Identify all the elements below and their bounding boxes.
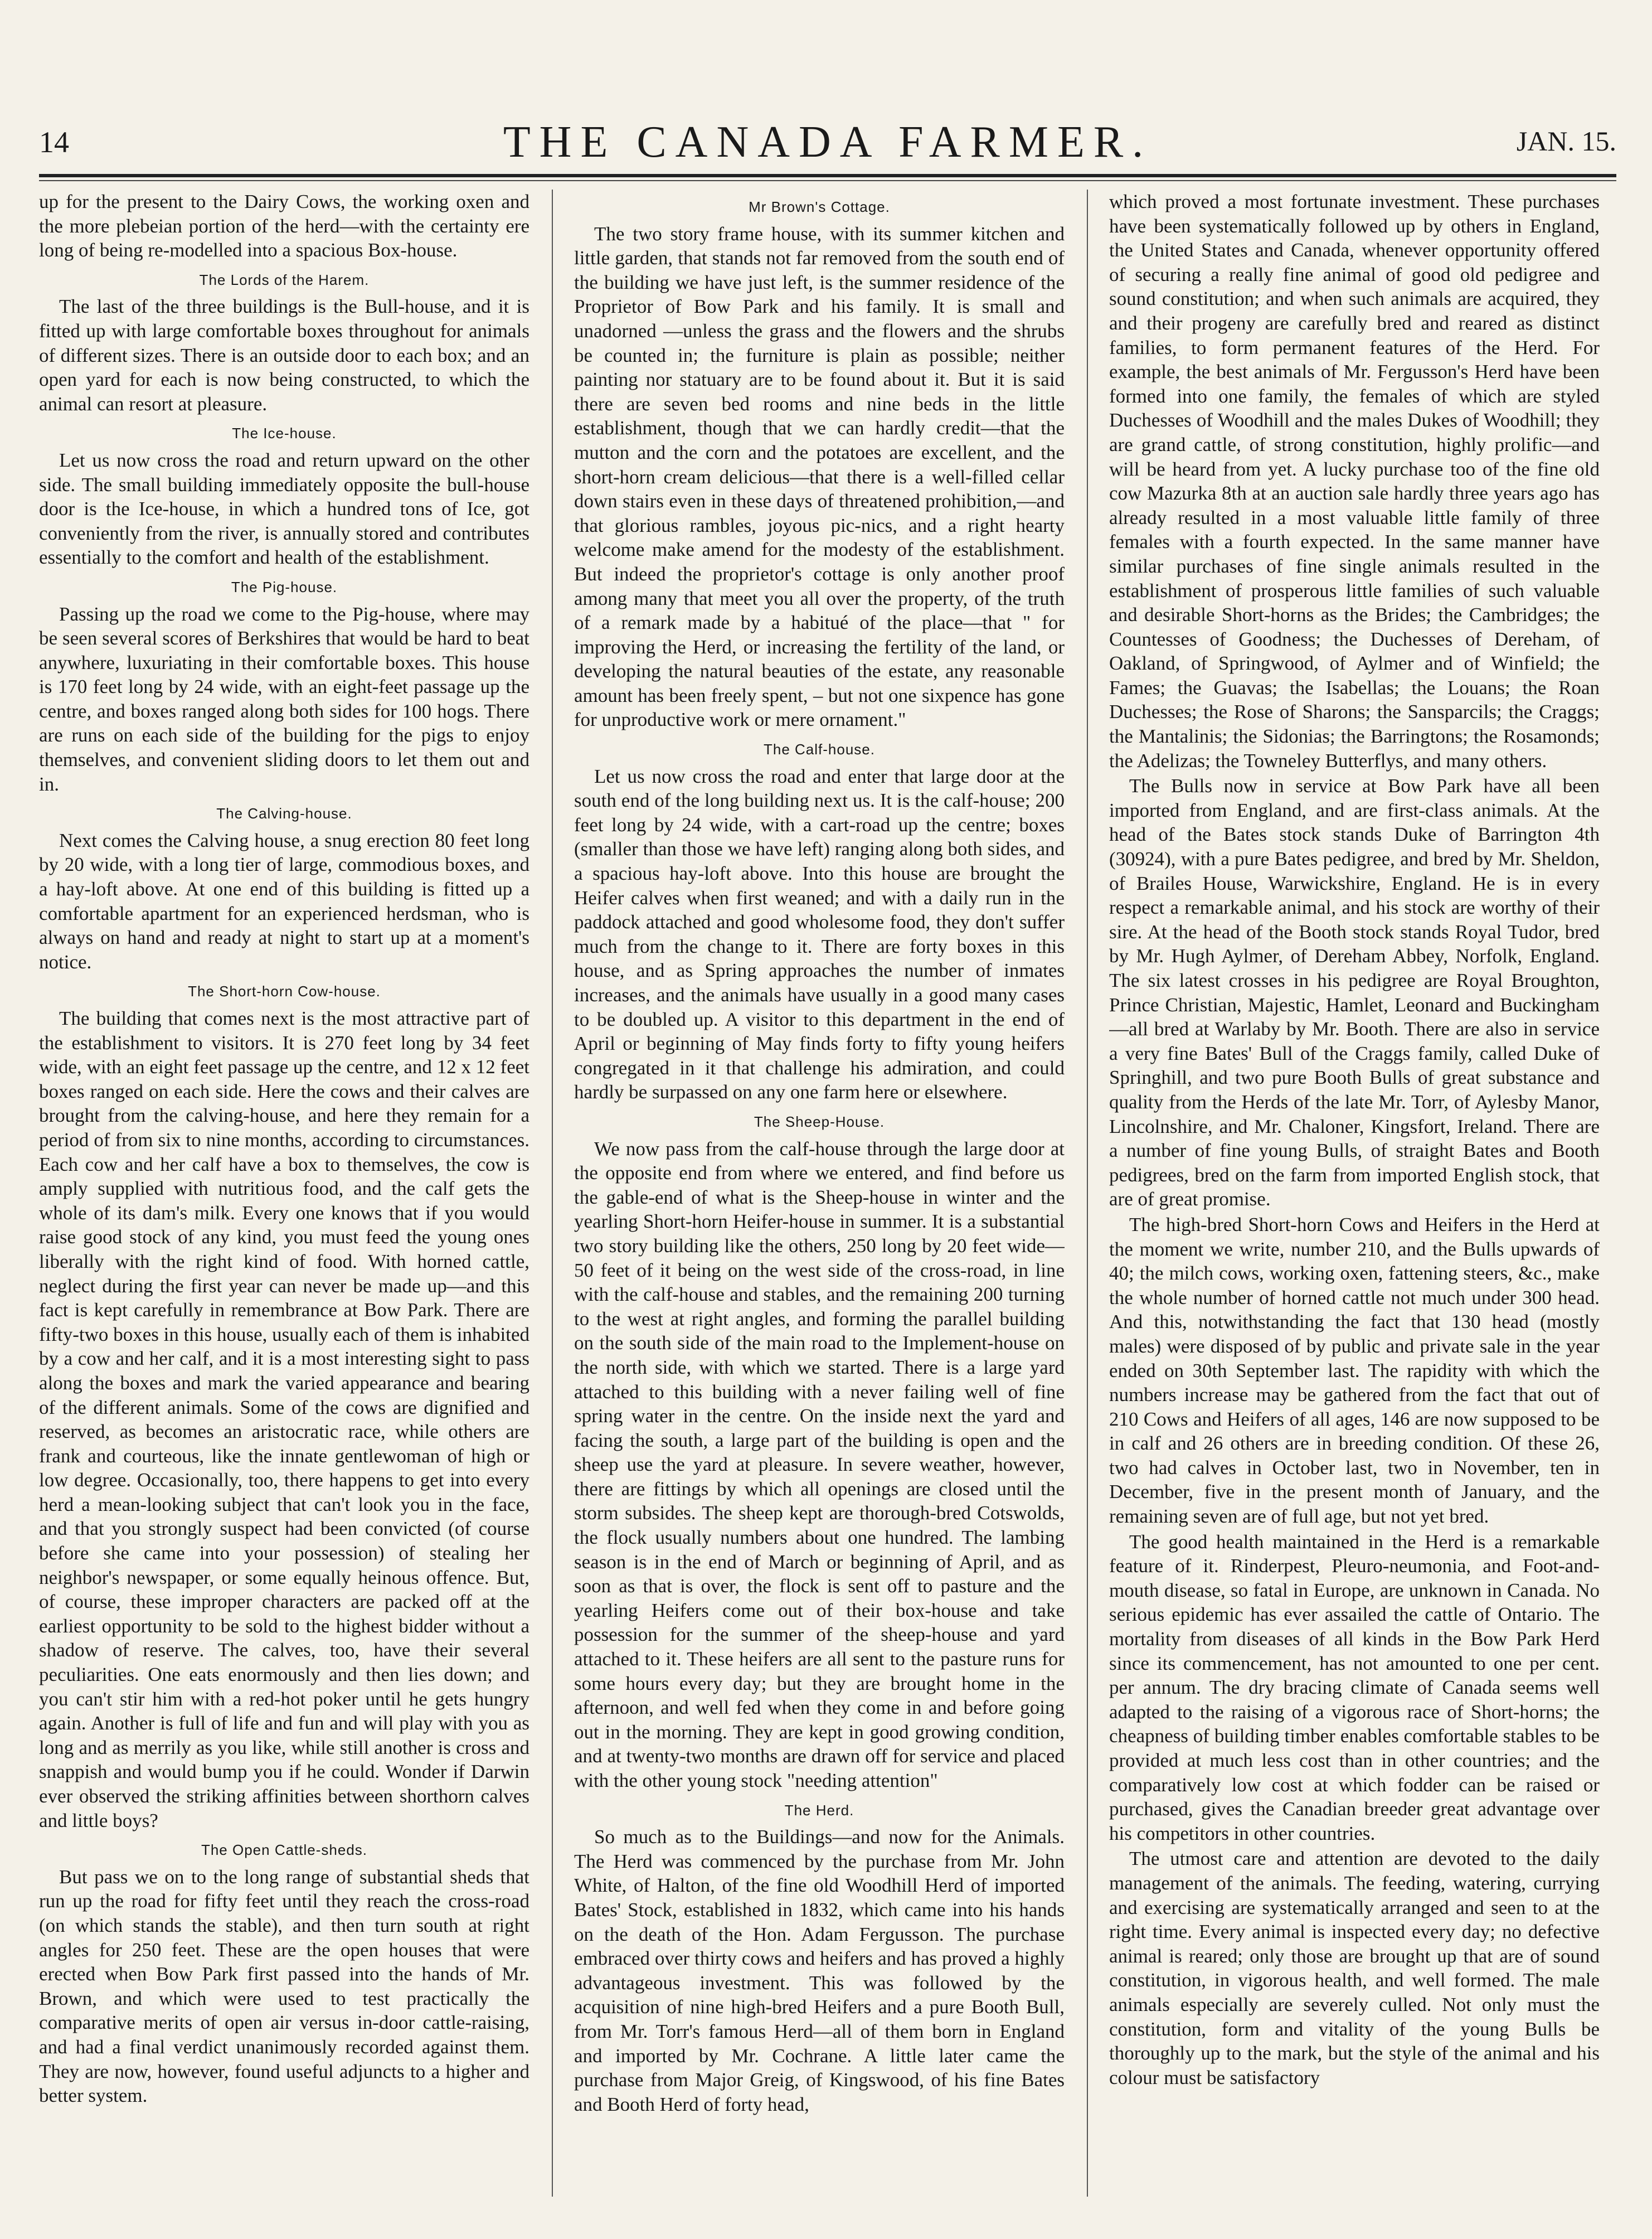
article-paragraph: The utmost care and attention are devoted to the daily management of the animals. The feeding, watering, currying and exercising are systematically arranged and seen to at the right time. Every animal is inspected every day; no defective animal is reared; only those are brought up that are of sound constitution, in vigorous health, and well formed. The male animals especially are severely culled. Not only must the constitution, form and vitality of the young Bulls be thoroughly up to the mark, but the style of the animal and his colour must be satisfactory [1109,1848,1600,2088]
section-heading: The Herd. [784,1801,854,1819]
article-paragraph: The Bulls now in service at Bow Park have all been imported from England, and are first-class animals. At the head of the Bates stock stands Duke of Barrington 4th (30924), with a pure Bates pedigree, and bred by Mr. Sheldon, of Brailes House, Warwickshire, England. He is in every respect a remarkable animal, and his stock are worthy of their sire. At the head of the Booth stock stands Royal Tudor, bred by Mr. Hugh Aylmer, of Dereham Abbey, Norfolk, England. The six latest crosses in his pedigree are Royal Broughton, Prince Christian, Majestic, Hamlet, Leonard and Buckingham—all bred at Warlaby by Mr. Booth. There are also in service a very fine Bates' Bull of the Craggs family, called Duke of Springhill, and two pure Booth Bulls of great substance and quality from the Herds of the late Mr. Torr, of Aylesby Manor, Lincolnshire, and Mr. Chaloner, Kingsfort, Ireland. There are a number of fine young Bulls, of straight Bates and Booth pedigrees, bred on the farm from imported English stock, that are of great promise. [1109,775,1600,1210]
section-heading: The Ice-house. [232,425,337,442]
article-paragraph: We now pass from the calf-house through the large door at the opposite end from where we entered, and find before us the gable-end of what is the Sheep-house in winter and the yearling Short-horn Heifer-house in summer. It is a substantial two story building like the others, 250 long by 20 feet wide—50 feet of it being on the west side of the cross-road, in line with the calf-house and stables, and the remaining 200 turning to the west at right angles, and forming the parallel building on the south side of the main road to the Implement-house on the north side, with which we started. There is a large yard attached to this building with a never failing well of fine spring water in the centre. On the inside next the yard and facing the south, a large part of the building is open and the sheep use the yard at pleasure. In severe weather, however, there are fittings by which all openings are closed until the storm subsides. The sheep kept are thorough-bred Cotswolds, the flock usually numbers about one hundred. The lambing season is in the end of March or beginning of April, and as soon as that is over, the flock is sent off to pasture and the yearling Heifers come out of their box-house and take possession for the summer of the sheep-house and yard attached to it. These heifers are all sent to the pasture runs for some hours every day; but they are brought home in the afternoon, and well fed when they come in and before going out in the morning. They are kept in good growing condition, and at twenty-two months are drawn off for service and placed with the other young stock "needing attention" [574,1137,1065,1791]
section-heading: The Lords of the Harem. [199,271,370,288]
section-heading: The Calf-house. [764,741,875,758]
column-3 [1109,190,1600,2219]
column-1 [39,190,529,2219]
article-paragraph: The last of the three buildings is the Bull-house, and it is fitted up with large comfortable boxes throughout for animals of different sizes. There is an outside door to each box; and an open yard for each is now being constructed, to which the animal can resort at pleasure. [39,295,529,415]
article-paragraph: Let us now cross the road and return upward on the other side. The small building immediately opposite the bull-house door is the Ice-house, in which a hundred tons of Ice, got conveniently from the river, is annually stored and contributes essentially to the comfort and health of the establishment. [39,449,529,569]
article-paragraph: Let us now cross the road and enter that large door at the south end of the long building next us. It is the calf-house; 200 feet long by 24 wide, with a cart-road up the centre; boxes (smaller than those we have left) ranging along both sides, and a spacious hay-loft above. Into this house are brought the Heifer calves when first weaned; and with a daily run in the paddock attached and good wholesome food, they don't suffer much from the change to it. There are forty boxes in this house, and as Spring approaches the number of inmates increases, and the animals have usually in a good many cases to be doubled up. A visitor to this department in the end of April or beginning of May finds forty to fifty young heifers congregated in it that challenge his admiration, and could hardly be surpassed on any one farm here or elsewhere. [574,765,1065,1103]
article-paragraph: But pass we on to the long range of substantial sheds that run up the road for fifty feet until they reach the cross-road (on which stands the stable), and then turn south at right angles for 250 feet. These are the open houses that were erected when Bow Park first passed into the hands of Mr. Brown, and which were used to test practically the comparative merits of open air versus in-door cattle-raising, and had a final verdict unanimously recorded against them. They are now, however, found useful adjuncts to a higher and better system. [39,1865,529,2107]
article-paragraph: So much as to the Buildings—and now for the Animals. The Herd was commenced by the purchase from Mr. John White, of Halton, of the fine old Woodhill Herd of imported Bates' Stock, established in 1832, which came into his hands on the death of the Hon. Adam Fergusson. The purchase embraced over thirty cows and heifers and has proved a highly advantageous investment. This was followed by the acquisition of nine high-bred Heifers and a pure Booth Bull, from Mr. Torr's famous Herd—all of them born in England and imported by Mr. Cochrane. A little later came the purchase from Major Greig, of Kingswood, of his fine Bates and Booth Herd of forty head, [574,1826,1065,2115]
section-heading: The Calving-house. [216,805,352,822]
section-heading: The Open Cattle-sheds. [201,1841,368,1859]
newspaper-title: THE CANADA FARMER. [503,118,1153,167]
article-paragraph: Next comes the Calving house, a snug erection 80 feet long by 20 wide, with a long tier of large, commodious boxes, and a hay-loft above. At one end of this building is fitted up a comfortable apartment for an experienced herdsman, who is always on hand and ready at night to start up at a moment's notice. [39,829,529,973]
header-rule-thin [39,180,1616,181]
column-2 [574,190,1065,2219]
issue-date: JAN. 15. [1516,125,1616,157]
article-paragraph: The two story frame house, with its summer kitchen and little garden, that stands not far removed from the south end of the building we have just left, is the summer residence of the Proprietor of Bow Park and his family. It is small and unadorned —unless the grass and the flowers and the shrubs be counted in; the furniture is plain as possible; neither painting nor statuary are to be found about it. But it is said there are seven bed rooms and nine beds in the little establishment, though that we can hardly credit—that the mutton and the corn and the potatoes are excellent, and the short-horn cream delicious—that there is a well-filled cellar down stairs even in these days of threatened prohibition,—and that glorious rambles, joyous pic-nics, and a right hearty welcome make amend for the modesty of the establishment. But indeed the proprietor's cottage is only another proof among many that meet you all over the property, of the truth of a remark made by a habitué of the place—that " for improving the Herd, or increasing the fertility of the land, or developing the natural beauties of the estate, any reasonable amount has been freely spent, – but not one sixpence has gone for unproductive work or mere ornament." [574,222,1065,731]
article-paragraph: Passing up the road we come to the Pig-house, where may be seen several scores of Berkshires that would be hard to beat anywhere, luxuriating in their comfortable boxes. This house is 170 feet long by 24 wide, with an eight-feet passage up the centre, and boxes ranged along both sides for 100 hogs. There are runs on each side of the building for the pigs to enjoy themselves, and convenient sliding doors to let them out and in. [39,603,529,795]
section-heading: Mr Brown's Cottage. [749,198,890,215]
article-paragraph: up for the present to the Dairy Cows, the working oxen and the more plebeian portion of the herd—with the certainty ere long of being re-modelled into a spacious Box-house. [39,191,529,261]
article-paragraph: The high-bred Short-horn Cows and Heifers in the Herd at the moment we write, number 210, and the Bulls upwards of 40; the milch cows, working oxen, fattening steers, &c., make the whole number of horned cattle not much under 300 head. And this, notwithstanding the fact that 130 head (mostly males) were disposed of by public and private sale in the year ended on 30th September last. The rapidity with which the numbers increase may be gathered from the fact that out of 210 Cows and Heifers of all ages, 146 are now supposed to be in calf and 26 others are in breeding condition. Of these 26, two had calves in October last, two in November, ten in December, five in the present month of January, and the remaining seven are of full age, but not yet bred. [1109,1213,1600,1528]
section-heading: The Pig-house. [231,578,338,595]
article-paragraph: which proved a most fortunate investment. These purchases have been systematically followed up by others in England, the United States and Canada, whenever opportunity offered of securing a really fine animal of good old pedigree and sound constitution; and when such animals are acquired, they and their progeny are carefully bred and reared as distinct families, to form permanent features of the Herd. For example, the best animals of Mr. Fergusson's Herd have been formed into one family, the females of which are styled Duchesses of Woodhill and the males Dukes of Woodhill; they are grand cattle, of strong constitution, highly prolific—and will be heard from yet. A lucky purchase too of the fine old cow Mazurka 8th at an auction sale hardly three years ago has already resulted in a most valuable little family of three females with a fourth expected. In the same manner have similar purchases of fine single animals resulted in the establishment of prosperous little families of such valuable and desirable Short-horns as the Brides; the Cambridges; the Countesses of Goodness; the Duchesses of Dereham, of Oakland, of Springwood, of Aylmer and of Winfield; the Fames; the Guavas; the Isabellas; the Louans; the Roan Duchesses; the Rose of Sharons; the Sansparcils; the Craggs; the Mantalinis; the Sidonias; the Barringtons; the Rosamonds; the Adelizas; the Towneley Butterflys, and many others. [1109,191,1600,772]
column-divider [1087,190,1088,2197]
header-rule [39,174,1616,177]
article-paragraph: The good health maintained in the Herd is a remarkable feature of it. Rinderpest, Pleuro-neumonia, and Foot-and-mouth disease, so fatal in Europe, are unknown in Canada. No serious epidemic has ever assailed the cattle of Ontario. The mortality from diseases of all kinds in the Bow Park Herd since its commencement, has not amounted to one per cent. per annum. The dry bracing climate of Canada seems well adapted to the raising of a vigorous race of Short-horns; the cheapness of building timber enables comfortable stables to be provided at much less cost than in other countries; and the comparatively low cost at which fodder can be raised or purchased, gives the Canadian breeder great advantage over his competitors in other countries. [1109,1530,1600,1844]
column-divider [552,190,553,2197]
article-paragraph: The building that comes next is the most attractive part of the establishment to visitors. It is 270 feet long by 34 feet wide, with an eight feet passage up the centre, and 12 x 12 feet boxes ranged on each side. Here the cows and their calves are brought from the calving-house, and here they remain for a period of from six to nine months, according to circumstances. Each cow and her calf have a box to themselves, the cow is amply supplied with nutritious food, and the calf gets the whole of its dam's milk. Every one knows that if you would raise good stock of any kind, you must feed the young ones liberally with the right kind of food. With horned cattle, neglect during the first year can never be made up—and this fact is kept carefully in remembrance at Bow Park. There are fifty-two boxes in this house, usually each of them is inhabited by a cow and her calf, and it is a most interesting sight to pass along the boxes and mark the varied appearance and bearing of the different animals. Some of the cows are dignified and reserved, as becomes an aristocratic race, while others are frank and courteous, like the innate gentlewoman of high or low degree. Occasionally, too, there happens to get into every herd a mean-looking subject that can't look you in the face, and that you strongly suspect had been convicted (of course before she came into your possession) of stealing her neighbor's newspaper, or some equally heinous offence. But, of course, these improper characters are packed off at the earliest opportunity to be sold to the highest bidder without a shadow of reserve. The calves, too, have their several peculiarities. One eats enormously and then lies down; and you can't stir him with a red-hot poker until he gets hungry again. Another is full of life and fun and will play with you as long and as merrily as you like, while still another is cross and snappish and would bump you if he could. Wonder if Darwin ever observed the striking affinities between shorthorn calves and little boys? [39,1007,529,1831]
page-number: 14 [39,125,69,159]
section-heading: The Sheep-House. [754,1113,885,1130]
section-heading: The Short-horn Cow-house. [188,983,381,1000]
masthead [39,117,1616,178]
